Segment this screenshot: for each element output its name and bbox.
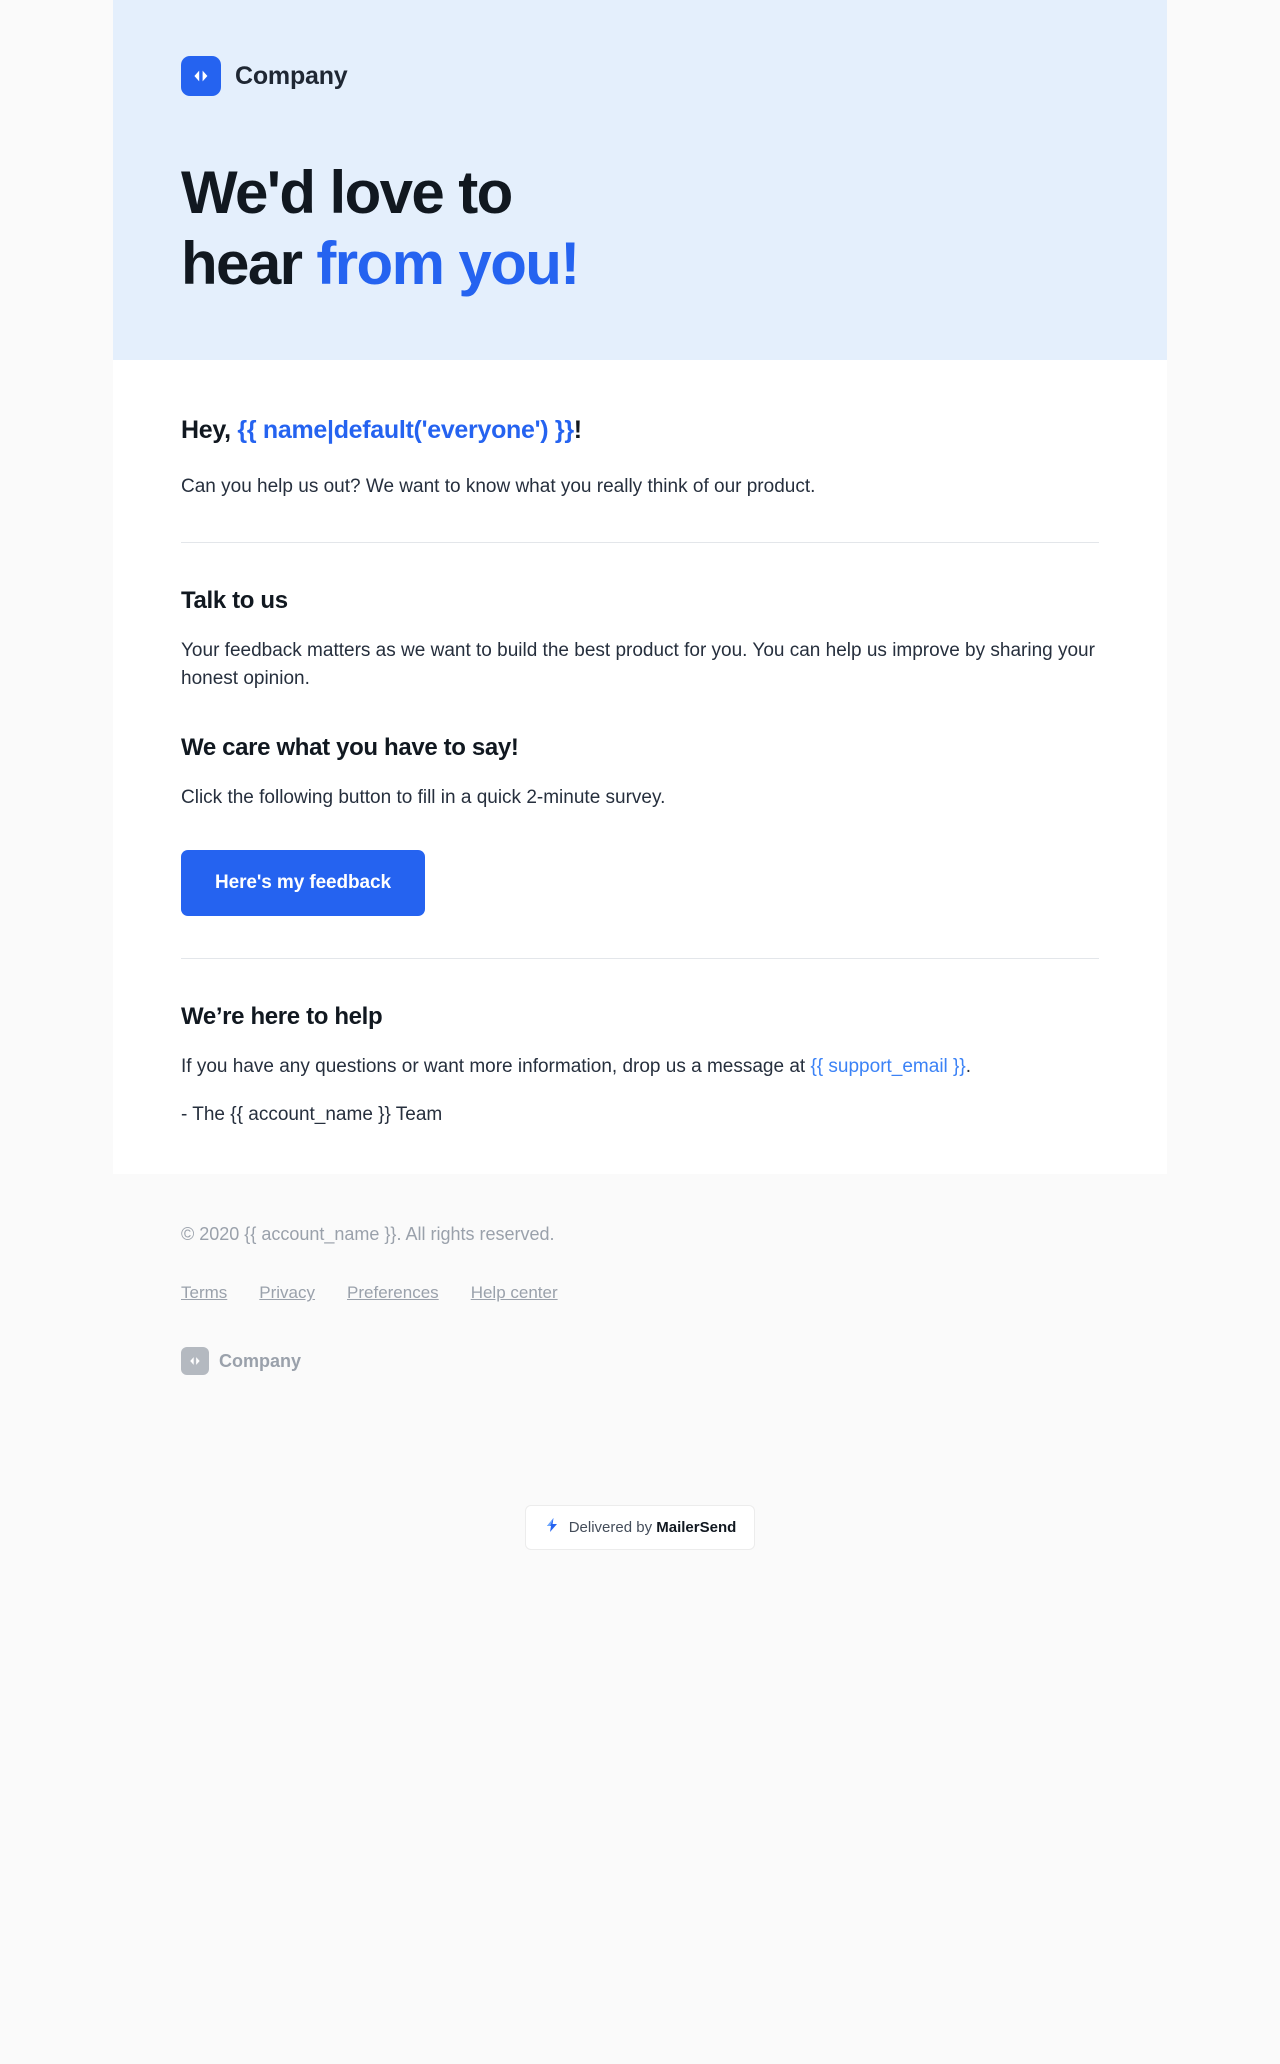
email-footer [113, 1174, 1167, 1598]
hero-title-line2-accent: from you! [316, 229, 579, 297]
footer-link-preferences[interactable]: Preferences [347, 1283, 439, 1303]
brand-name: Company [235, 61, 348, 90]
email-container [113, 0, 1167, 1598]
section-here-to-help [181, 1003, 1099, 1127]
greeting-suffix: ! [573, 415, 582, 444]
delivered-by-text [569, 1519, 737, 1536]
footer-link-terms[interactable]: Terms [181, 1283, 228, 1303]
section-title: We care what you have to say! [181, 734, 519, 762]
greeting-prefix: Hey, [181, 415, 238, 444]
footer-link-privacy[interactable]: Privacy [259, 1283, 316, 1303]
code-arrows-icon [181, 1347, 209, 1375]
intro-text: Can you help us out? We want to know what you really think of our product. [181, 475, 816, 497]
greeting-variable: {{ name|default('everyone') }} [237, 415, 574, 444]
help-title: We’re here to help [181, 1002, 383, 1030]
email-body [113, 360, 1167, 1175]
delivered-brand: MailerSend [656, 1519, 737, 1537]
help-text-after: . [965, 1055, 972, 1077]
email-hero [113, 0, 1167, 360]
support-email-link[interactable]: {{ support_email }} [810, 1055, 966, 1077]
code-arrows-icon [181, 56, 221, 96]
hero-title-line2-plain: hear [181, 229, 317, 297]
section-we-care [181, 734, 1099, 916]
hero-title [181, 158, 1099, 300]
footer-brand-name: Company [219, 1350, 302, 1371]
copyright-text: © 2020 {{ account_name }}. All rights reserved. [181, 1224, 555, 1245]
help-text [181, 1053, 1099, 1081]
signature-text: - The {{ account_name }} Team [181, 1104, 443, 1126]
help-text-before: If you have any questions or want more information, drop us a message at [181, 1055, 811, 1077]
delivered-prefix: Delivered by [568, 1519, 657, 1537]
greeting [181, 416, 1099, 445]
section-title: Talk to us [181, 587, 288, 615]
footer-brand [181, 1347, 1099, 1375]
section-text: Click the following button to fill in a quick 2-minute survey. [181, 787, 666, 809]
footer-link-help-center[interactable]: Help center [470, 1283, 558, 1303]
section-text: Your feedback matters as we want to build the best product for you. You can help us improve by sharing your honest opinion. [181, 640, 1095, 689]
section-talk-to-us [181, 587, 1099, 692]
divider-bottom [181, 958, 1099, 959]
feedback-cta-button[interactable]: Here's my feedback [181, 850, 425, 916]
divider-top [181, 542, 1099, 543]
hero-title-line1: We'd love to [181, 159, 512, 226]
footer-links [181, 1283, 1099, 1303]
brand-header [181, 56, 1099, 96]
mailersend-bolt-icon [544, 1517, 560, 1538]
delivered-by-chip[interactable] [525, 1505, 756, 1550]
footer-inner [113, 1224, 1167, 1375]
delivered-by-bar [113, 1375, 1167, 1598]
